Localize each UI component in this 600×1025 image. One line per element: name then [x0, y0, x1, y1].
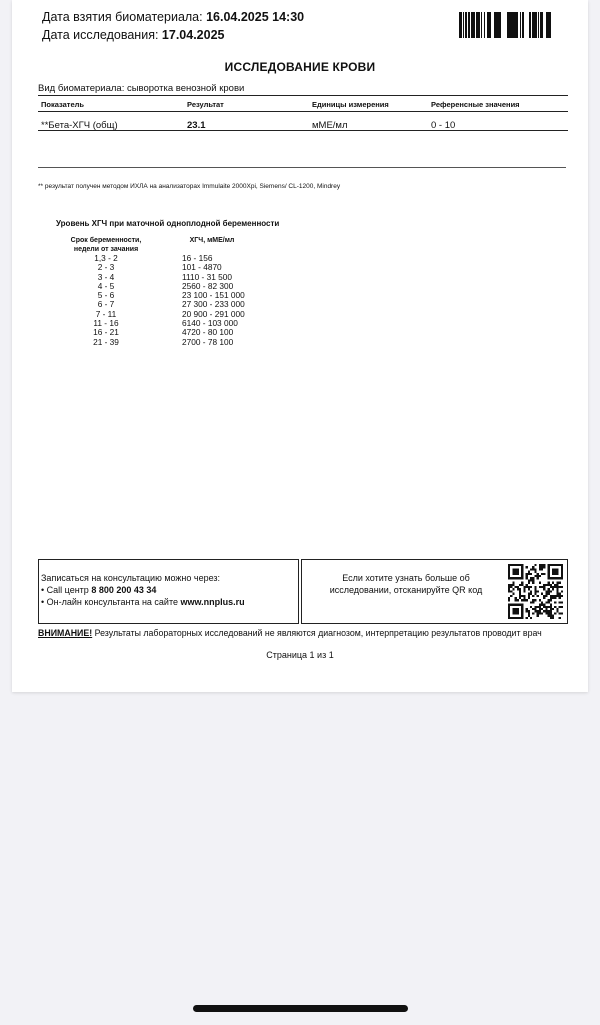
call-center-number[interactable]: 8 800 200 43 34 [91, 585, 157, 595]
hcg-value: 2560 - 82 300 [182, 280, 234, 291]
hcg-row [56, 338, 302, 347]
home-indicator[interactable] [193, 1005, 408, 1012]
col-header-result: Результат [187, 100, 224, 109]
hcg-weeks: 11 - 16 [93, 318, 119, 329]
hcg-col-weeks: Срок беременности, недели от зачания [70, 237, 142, 253]
method-footnote: ** результат получен методом ИХЛА на анализаторах Immulaite 2000Xpi, Siemens/ CL-1200, Mindrey [38, 183, 341, 190]
barcode-icon [459, 12, 551, 38]
table-bottom-rule [38, 130, 568, 131]
hcg-value: 23 100 - 151 000 [182, 290, 245, 301]
lab-report-page [12, 0, 588, 692]
hcg-col-value: ХГЧ, мМЕ/мл [189, 237, 235, 244]
consultation-box [38, 559, 299, 624]
hcg-row [56, 291, 302, 300]
hcg-row [56, 263, 302, 272]
result-units: мМЕ/мл [312, 120, 348, 131]
consultation-intro: Записаться на консультацию можно через: [41, 573, 221, 583]
qr-code-icon[interactable] [508, 564, 563, 619]
hcg-value: 1110 - 31 500 [182, 271, 232, 282]
hcg-weeks: 5 - 6 [97, 290, 115, 301]
hcg-value: 16 - 156 [182, 253, 213, 263]
qr-instruction: Если хотите узнать больше об исследовании, отсканируйте QR код [329, 573, 483, 595]
disclaimer: ВНИМАНИЕ! Результаты лабораторных исследований не являются диагнозом, интерпретацию результатов проводит врач [38, 628, 542, 638]
call-center-line: • Call центр 8 800 200 43 34 [41, 585, 157, 595]
hcg-weeks: 1,3 - 2 [94, 253, 118, 263]
result-value: 23.1 [187, 120, 206, 131]
hcg-row [56, 273, 302, 282]
disclaimer-label: ВНИМАНИЕ! [38, 628, 93, 638]
hcg-weeks: 3 - 4 [97, 271, 115, 282]
col-header-units: Единицы измерения [312, 100, 389, 109]
sample-date: Дата взятия биоматериала: 16.04.2025 14:30 [42, 10, 305, 24]
result-reference: 0 - 10 [431, 120, 456, 131]
hcg-value: 20 900 - 291 000 [182, 308, 245, 319]
hcg-reference-table [56, 254, 302, 347]
result-indicator: **Бета-ХГЧ (общ) [41, 120, 118, 131]
page-title: ИССЛЕДОВАНИЕ КРОВИ [224, 60, 376, 74]
hcg-value: 101 - 4870 [182, 262, 222, 273]
hcg-row [56, 300, 302, 309]
website-link[interactable]: www.nnplus.ru [180, 597, 245, 607]
hcg-row [56, 254, 302, 263]
hcg-value: 6140 - 103 000 [182, 318, 238, 329]
separator-rule [38, 167, 566, 168]
table-top-rule [38, 95, 568, 96]
hcg-weeks: 7 - 11 [95, 308, 117, 319]
hcg-weeks: 2 - 3 [97, 262, 115, 273]
hcg-weeks: 21 - 39 [93, 336, 119, 347]
page-number: Страница 1 из 1 [266, 650, 334, 660]
study-date: Дата исследования: 17.04.2025 [42, 28, 225, 42]
qr-box [301, 559, 568, 624]
hcg-weeks: 4 - 5 [97, 280, 115, 291]
hcg-value: 27 300 - 233 000 [182, 299, 245, 310]
hcg-weeks: 16 - 21 [93, 327, 119, 338]
hcg-row [56, 282, 302, 291]
hcg-reference-title: Уровень ХГЧ при маточной одноплодной беременности [56, 219, 280, 228]
online-consult-line: • Он-лайн консультанта на сайте www.nnplus.ru [41, 597, 245, 607]
col-header-indicator: Показатель [41, 100, 85, 109]
col-header-reference: Референсные значения [431, 100, 520, 109]
hcg-value: 2700 - 78 100 [182, 336, 234, 347]
hcg-value: 4720 - 80 100 [182, 327, 234, 338]
hcg-weeks: 6 - 7 [97, 299, 115, 310]
biomaterial-type: Вид биоматериала: сыворотка венозной крови [38, 83, 245, 94]
table-header-rule [38, 111, 568, 112]
